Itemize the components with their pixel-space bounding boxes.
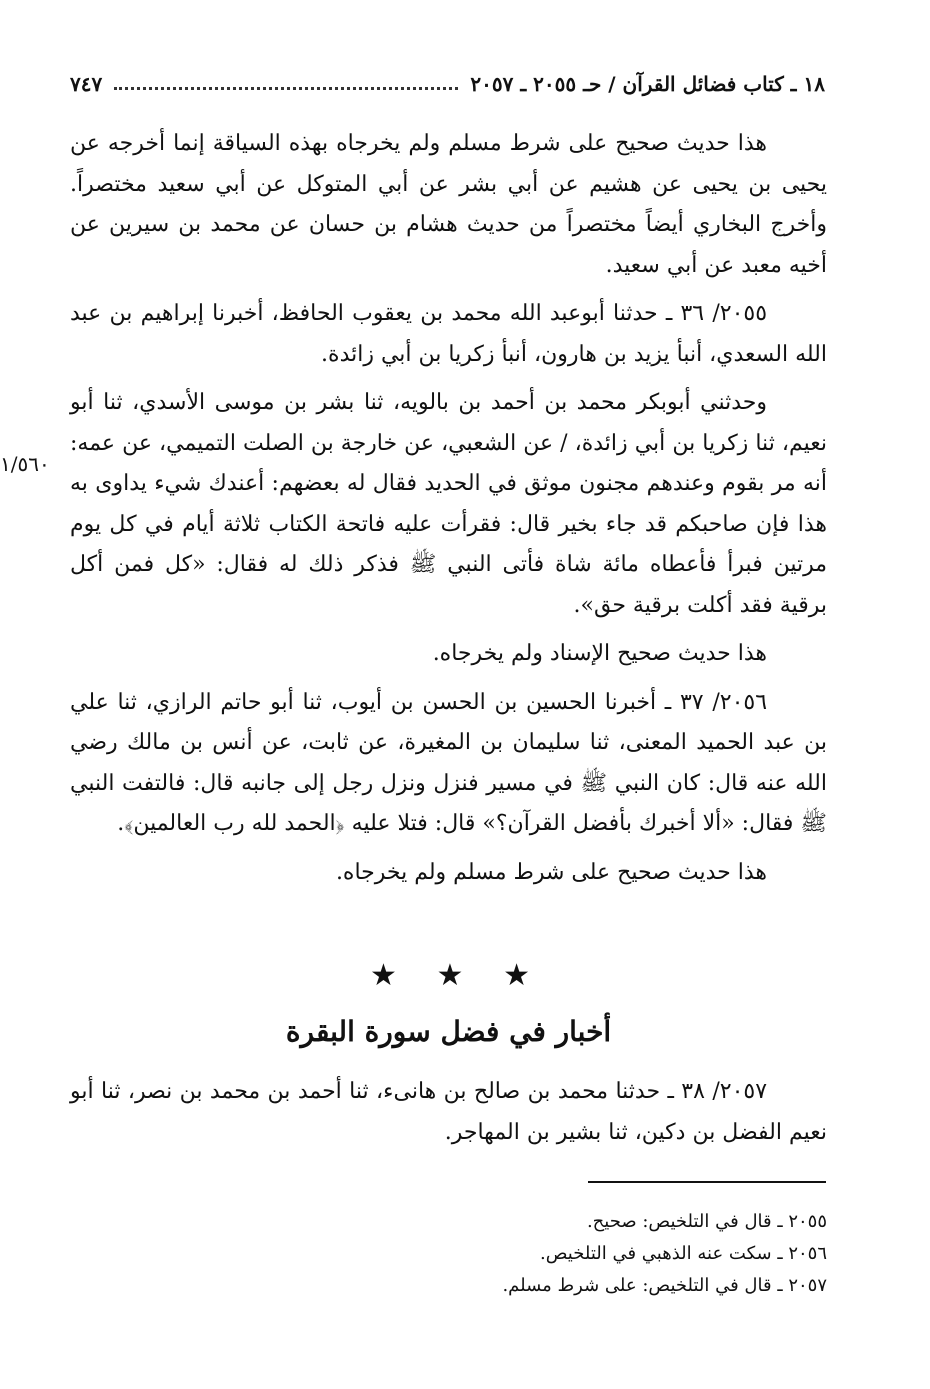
footnotes (70, 1206, 827, 1302)
paragraph-hadith-2055-chain: وحدثني أبوبكر محمد بن أحمد بن بالويه، ثنا بشر بن موسى الأسدي، ثنا أبو نعيم، ثنا زكريا بن أبي زائدة، / عن الشعبي، عن خارجة بن الصلت التميمي، عن عمه: أنه مر بقوم وعندهم مجنون موثق في الحديد فقال له بعضهم: أعندك شيء يداوى به هذا فإن صاحبكم قد جاء بخير قال: فقرأت عليه فاتحة الكتاب ثلاثة أيام في كل يوم مرتين فبرأ فأعطاه مائة شاة فأتى النبي ﷺ فذكر ذلك له فقال: «كل فمن أكل برقية فقد أكلت برقية حق». (70, 390, 827, 618)
paragraph-hadith-2056: ٢٠٥٦/ ٣٧ ـ أخبرنا الحسين بن الحسن بن أيوب، ثنا أبو حاتم الرازي، ثنا علي بن عبد الحميد المعنى، ثنا سليمان بن المغيرة، عن ثابت، عن أنس بن مالك رضي الله عنه قال: كان النبي ﷺ في مسير فنزل ونزل رجل إلى جانبه قال: فالتفت النبي ﷺ فقال: «ألا أخبرك بأفضل القرآن؟» قال: فتلا عليه ﴿الحمد لله رب العالمين﴾. (70, 689, 827, 836)
paragraph-grading-2055: هذا حديث صحيح الإسناد ولم يخرجاه. (432, 641, 767, 666)
page-number: ٧٤٧ (70, 72, 103, 96)
paragraph-commentary-1: هذا حديث صحيح على شرط مسلم ولم يخرجاه بهذه السياقة إنما أخرجه عن يحيى بن يحيى عن هشيم عن أبي بشر عن أبي المتوكل عن أبي سعيد مختصراً. وأخرج البخاري أيضاً مختصراً من حديث هشام بن حسان عن محمد بن سيرين عن أخيه معبد عن أبي سعيد. (70, 131, 827, 278)
paragraph-hadith-2055: ٢٠٥٥/ ٣٦ ـ حدثنا أبوعبد الله محمد بن يعقوب الحافظ، أخبرنا إبراهيم بن عبد الله السعدي، أنبأ يزيد بن هارون، أنبأ زكريا بن أبي زائدة. (70, 301, 827, 367)
running-title: ١٨ ـ كتاب فضائل القرآن / حـ ٢٠٥٥ ـ ٢٠٥٧ (470, 72, 825, 96)
page-header (70, 66, 825, 102)
star-icon: ★ (503, 958, 530, 993)
paragraph-hadith-2057: ٢٠٥٧/ ٣٨ ـ حدثنا محمد بن صالح بن هانىء، ثنا أحمد بن محمد بن نصر، ثنا أبو نعيم الفضل بن دكين، ثنا بشير بن المهاجر. (70, 1079, 827, 1145)
paragraph-grading-2056: هذا حديث صحيح على شرط مسلم ولم يخرجاه. (335, 859, 767, 885)
star-icon: ★ (370, 958, 397, 993)
section-title: أخبار في فضل سورة البقرة (285, 1015, 612, 1048)
manuscript-reference: ١/٥٦٠ (0, 452, 50, 476)
footnote-2055: ٢٠٥٥ ـ قال في التلخيص: صحيح. (586, 1211, 827, 1232)
section-text-block (70, 1072, 827, 1153)
section-divider-stars (370, 958, 530, 993)
header-leader-dots (114, 79, 458, 90)
main-text-block (70, 124, 827, 893)
star-icon: ★ (436, 958, 464, 993)
footnote-2056: ٢٠٥٦ ـ سكت عنه الذهبي في التلخيص. (540, 1243, 827, 1264)
footnote-divider (588, 1181, 826, 1183)
footnote-2057: ٢٠٥٧ ـ قال في التلخيص: على شرط مسلم. (502, 1275, 827, 1296)
